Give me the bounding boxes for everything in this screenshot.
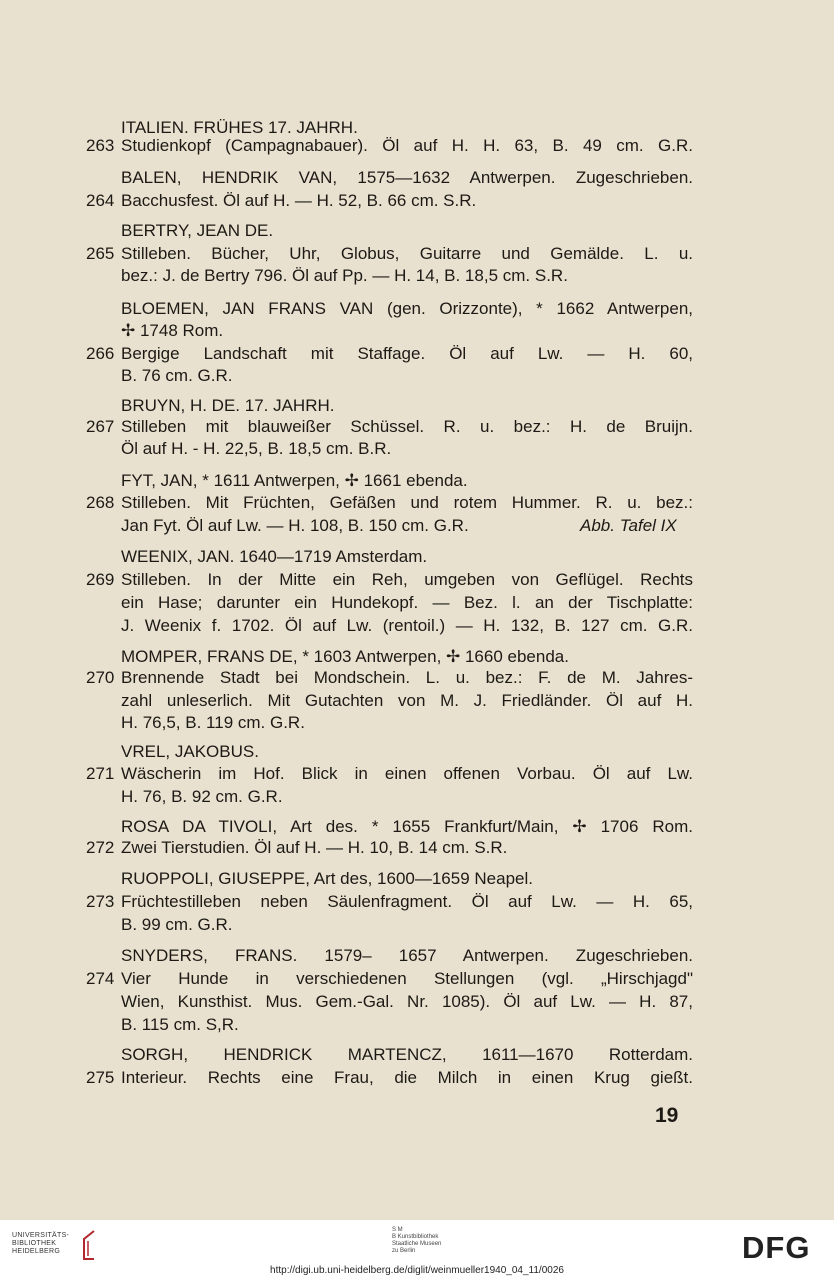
- lot-number: 265: [86, 244, 115, 263]
- entry-continuation: [0, 689, 834, 713]
- catalog-entry-263: [0, 134, 834, 158]
- entry-line: Wien, Kunsthist. Mus. Gem.-Gal. Nr. 1085). Öl auf Lw. — H. 87,: [121, 992, 693, 1011]
- entry-line: B. 115 cm. S,R.: [121, 1015, 239, 1034]
- permalink-url[interactable]: http://digi.ub.uni-heidelberg.de/diglit/weinmueller1940_04_11/0026: [270, 1265, 564, 1276]
- artist-name: SORGH, HENDRICK MARTENCZ, 1611—1670 Rotterdam.: [121, 1045, 693, 1064]
- lot-number: 267: [86, 417, 115, 436]
- artist-line: [0, 219, 834, 243]
- lot-number: 271: [86, 764, 115, 783]
- artist-name: BLOEMEN, JAN FRANS VAN (gen. Orizzonte), * 1662 Antwerpen,: [121, 299, 693, 318]
- entry-continuation: [0, 711, 834, 735]
- entry-line: Brennende Stadt bei Mondschein. L. u. bez.: F. de M. Jahres-: [121, 668, 693, 687]
- library-logo-text: [12, 1232, 69, 1256]
- entry-continuation: [0, 364, 834, 388]
- catalog-entry-271: [0, 762, 834, 786]
- lot-number: 272: [86, 838, 115, 857]
- lot-number: 273: [86, 892, 115, 911]
- artist-name: SNYDERS, FRANS. 1579– 1657 Antwerpen. Zugeschrieben.: [121, 946, 693, 965]
- entry-continuation: [0, 437, 834, 461]
- artist-line: [0, 469, 834, 493]
- section-heading-text: ITALIEN. FRÜHES 17. JAHRH.: [121, 118, 358, 137]
- artist-line: [0, 545, 834, 569]
- entry-line: Wäscherin im Hof. Blick in einen offenen Vorbau. Öl auf Lw.: [121, 764, 693, 783]
- artist-name: FYT, JAN, * 1611 Antwerpen, ✢ 1661 ebenda.: [121, 471, 468, 490]
- entry-continuation: [0, 1013, 834, 1037]
- artist-name: BALEN, HENDRIK VAN, 1575—1632 Antwerpen. Zugeschrieben.: [121, 168, 693, 187]
- catalog-entry-268: [0, 491, 834, 515]
- entry-line: bez.: J. de Bertry 796. Öl auf Pp. — H. 14, B. 18,5 cm. S.R.: [121, 266, 568, 285]
- artist-line: [0, 166, 834, 190]
- catalog-entry-267: [0, 415, 834, 439]
- artist-name: WEENIX, JAN. 1640—1719 Amsterdam.: [121, 547, 428, 566]
- entry-continuation: [0, 514, 834, 538]
- smb-line: B Kunstbibliothek: [392, 1234, 439, 1240]
- entry-line: Zwei Tierstudien. Öl auf H. — H. 10, B. 14 cm. S.R.: [121, 838, 508, 857]
- entry-line: Stilleben. Bücher, Uhr, Globus, Guitarre und Gemälde. L. u.: [121, 244, 693, 263]
- library-name-line: HEIDELBERG: [12, 1248, 61, 1255]
- entry-line: H. 76,5, B. 119 cm. G.R.: [121, 713, 305, 732]
- artist-line: [0, 1043, 834, 1067]
- artist-line: [0, 867, 834, 891]
- artist-line: [0, 297, 834, 321]
- library-emblem-icon: [78, 1229, 98, 1263]
- catalog-entry-269: [0, 568, 834, 592]
- lot-number: 266: [86, 344, 115, 363]
- lot-number: 274: [86, 969, 115, 988]
- artist-name: RUOPPOLI, GIUSEPPE, Art des, 1600—1659 Neapel.: [121, 869, 533, 888]
- entry-line: B. 99 cm. G.R.: [121, 915, 233, 934]
- entry-continuation: [0, 591, 834, 615]
- entry-line: B. 76 cm. G.R.: [121, 366, 233, 385]
- entry-line: J. Weenix f. 1702. Öl auf Lw. (rentoil.) — H. 132, B. 127 cm. G.R.: [121, 616, 693, 635]
- entry-line: zahl unleserlich. Mit Gutachten von M. J. Friedländer. Öl auf H.: [121, 691, 693, 710]
- entry-line: Vier Hunde in verschiedenen Stellungen (vgl. „Hirschjagd": [121, 969, 693, 988]
- artist-line: [0, 740, 834, 764]
- catalog-entry-270: [0, 666, 834, 690]
- plate-reference: Abb. Tafel IX: [580, 516, 677, 535]
- smb-line: Staatliche Museen: [392, 1241, 442, 1247]
- entry-line: Interieur. Rechts eine Frau, die Milch in einen Krug gießt.: [121, 1068, 693, 1087]
- catalog-entry-275: [0, 1066, 834, 1090]
- entry-line: Stilleben mit blauweißer Schüssel. R. u. bez.: H. de Bruijn.: [121, 417, 693, 436]
- lot-number: 269: [86, 570, 115, 589]
- catalog-entry-272: [0, 836, 834, 860]
- entry-line: H. 76, B. 92 cm. G.R.: [121, 787, 283, 806]
- entry-line: Stilleben. Mit Früchten, Gefäßen und rotem Hummer. R. u. bez.:: [121, 493, 693, 512]
- artist-line: [0, 944, 834, 968]
- catalog-entry-266: [0, 342, 834, 366]
- artist-line: [0, 319, 834, 343]
- smb-line: S M: [392, 1227, 403, 1233]
- entry-line: ein Hase; darunter ein Hundekopf. — Bez. l. an der Tischplatte:: [121, 593, 693, 612]
- entry-line: Stilleben. In der Mitte ein Reh, umgeben von Geflügel. Rechts: [121, 570, 693, 589]
- smb-line: zu Berlin: [392, 1248, 416, 1254]
- lot-number: 275: [86, 1068, 115, 1087]
- artist-dates: ✢ 1748 Rom.: [121, 321, 224, 340]
- entry-continuation: [0, 990, 834, 1014]
- catalog-entry-273: [0, 890, 834, 914]
- catalog-entry-274: [0, 967, 834, 991]
- entry-continuation: [0, 785, 834, 809]
- artist-name: BRUYN, H. DE. 17. JAHRH.: [121, 396, 335, 415]
- lot-number: 268: [86, 493, 115, 512]
- entry-line: Öl auf H. - H. 22,5, B. 18,5 cm. B.R.: [121, 439, 392, 458]
- library-name-line: BIBLIOTHEK: [12, 1240, 57, 1247]
- page-number: 19: [655, 1104, 679, 1127]
- smb-logo-text: [392, 1227, 441, 1255]
- catalog-entry-264: [0, 189, 834, 213]
- entry-continuation: [0, 614, 834, 638]
- lot-number: 270: [86, 668, 115, 687]
- entry-line: Früchtestilleben neben Säulenfragment. Öl auf Lw. — H. 65,: [121, 892, 693, 911]
- artist-name: VREL, JAKOBUS.: [121, 742, 259, 761]
- artist-name: ROSA DA TIVOLI, Art des. * 1655 Frankfurt/Main, ✢ 1706 Rom.: [121, 817, 693, 836]
- library-name-line: UNIVERSITÄTS-: [12, 1232, 70, 1239]
- entry-continuation: [0, 264, 834, 288]
- artist-name: BERTRY, JEAN DE.: [121, 221, 274, 240]
- dfg-logo: DFG: [742, 1230, 811, 1265]
- artist-name: MOMPER, FRANS DE, * 1603 Antwerpen, ✢ 1660 ebenda.: [121, 647, 569, 666]
- catalog-entry-265: [0, 242, 834, 266]
- entry-continuation: [0, 913, 834, 937]
- lot-number: 264: [86, 191, 115, 210]
- entry-line: Jan Fyt. Öl auf Lw. — H. 108, B. 150 cm. G.R.: [121, 516, 469, 535]
- entry-line: Studienkopf (Campagnabauer). Öl auf H. H. 63, B. 49 cm. G.R.: [121, 136, 693, 155]
- entry-line: Bergige Landschaft mit Staffage. Öl auf Lw. — H. 60,: [121, 344, 693, 363]
- lot-number: 263: [86, 136, 115, 155]
- entry-line: Bacchusfest. Öl auf H. — H. 52, B. 66 cm. S.R.: [121, 191, 477, 210]
